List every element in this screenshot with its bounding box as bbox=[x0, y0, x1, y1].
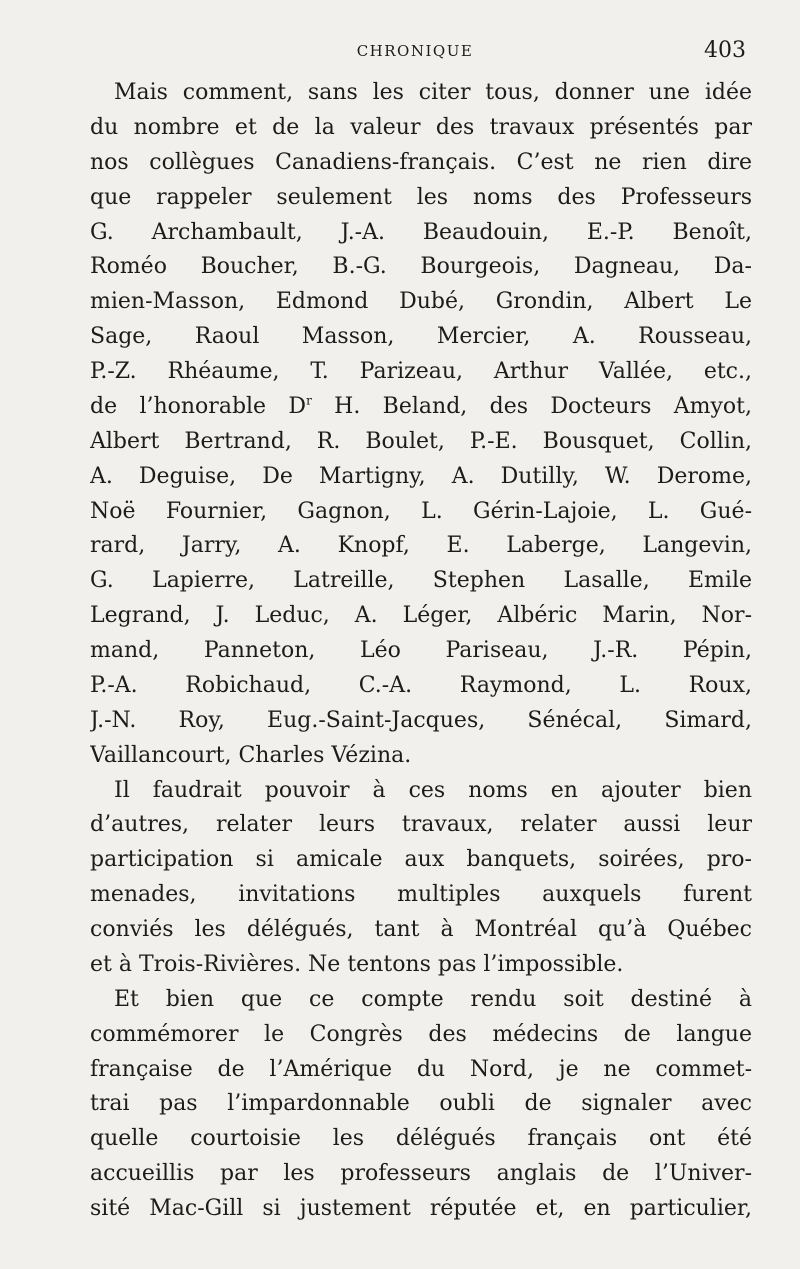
text-line: Noë Fournier, Gagnon, L. Gérin-Lajoie, L. Gué- bbox=[90, 498, 752, 524]
text-line bbox=[90, 390, 752, 425]
text-line: conviés les délégués, tant à Montréal qu’à Québec bbox=[90, 917, 752, 942]
text-line: Mais comment, sans les citer tous, donner une idée bbox=[114, 80, 752, 105]
text-line: rard, Jarry, A. Knopf, E. Laberge, Langevin, bbox=[90, 533, 752, 559]
text-line: et à Trois-Rivières. Ne tentons pas l’impossible. bbox=[90, 951, 624, 977]
text-fragment: H. Beland, des Docteurs Amyot, bbox=[311, 393, 752, 419]
text-line: Roméo Boucher, B.-G. Bourgeois, Dagneau, Da- bbox=[90, 254, 752, 280]
text-line: trai pas l’impardonnable oubli de signaler avec bbox=[90, 1091, 752, 1117]
text-line: J.-N. Roy, Eug.-Saint-Jacques, Sénécal, Simard, bbox=[90, 707, 752, 733]
text-line: Albert Bertrand, R. Boulet, P.-E. Bousquet, Collin, bbox=[90, 428, 752, 454]
text-line: mand, Panneton, Léo Pariseau, J.-R. Pépin, bbox=[90, 638, 752, 663]
text-line: que rappeler seulement les noms des Professeurs bbox=[90, 184, 752, 210]
text-line: Et bien que ce compte rendu soit destiné à bbox=[114, 986, 752, 1012]
text-line: Sage, Raoul Masson, Mercier, A. Rousseau, bbox=[90, 324, 752, 350]
text-line: menades, invitations multiples auxquels furent bbox=[90, 882, 752, 908]
text-line: quelle courtoisie les délégués français ont été bbox=[90, 1126, 752, 1152]
superscript: r bbox=[306, 393, 312, 408]
text-line: G. Lapierre, Latreille, Stephen Lasalle, Emile bbox=[90, 568, 752, 594]
text-line: nos collègues Canadiens-français. C’est ne rien dire bbox=[90, 149, 752, 175]
text-line: A. Deguise, De Martigny, A. Dutilly, W. Derome, bbox=[90, 463, 752, 489]
text-line: sité Mac-Gill si justement réputée et, en particulier, bbox=[90, 1196, 752, 1221]
text-line: accueillis par les professeurs anglais de l’Univer- bbox=[90, 1161, 752, 1187]
text-line: Il faudrait pouvoir à ces noms en ajouter bien bbox=[114, 777, 752, 803]
text-line: participation si amicale aux banquets, soirées, pro- bbox=[90, 847, 752, 873]
text-body bbox=[90, 76, 752, 1227]
text-line: Legrand, J. Leduc, A. Léger, Albéric Marin, Nor- bbox=[90, 603, 752, 629]
page-number: 403 bbox=[704, 38, 746, 63]
text-line: Vaillancourt, Charles Vézina. bbox=[90, 742, 412, 768]
text-line: mien-Masson, Edmond Dubé, Grondin, Albert Le bbox=[90, 289, 752, 315]
text-line: commémorer le Congrès des médecins de langue bbox=[90, 1021, 752, 1047]
text-line: G. Archambault, J.-A. Beaudouin, E.-P. Benoît, bbox=[90, 219, 752, 245]
text-line: P.-Z. Rhéaume, T. Parizeau, Arthur Vallée, etc., bbox=[90, 359, 752, 384]
running-head: CHRONIQUE bbox=[356, 42, 474, 60]
text-line: P.-A. Robichaud, C.-A. Raymond, L. Roux, bbox=[90, 672, 752, 698]
text-line: du nombre et de la valeur des travaux présentés par bbox=[90, 114, 752, 140]
text-line: d’autres, relater leurs travaux, relater aussi leur bbox=[90, 812, 752, 838]
text-line: française de l’Amérique du Nord, je ne commet- bbox=[90, 1056, 752, 1082]
text-fragment: de l’honorable D bbox=[90, 393, 307, 419]
page-header bbox=[90, 36, 746, 66]
